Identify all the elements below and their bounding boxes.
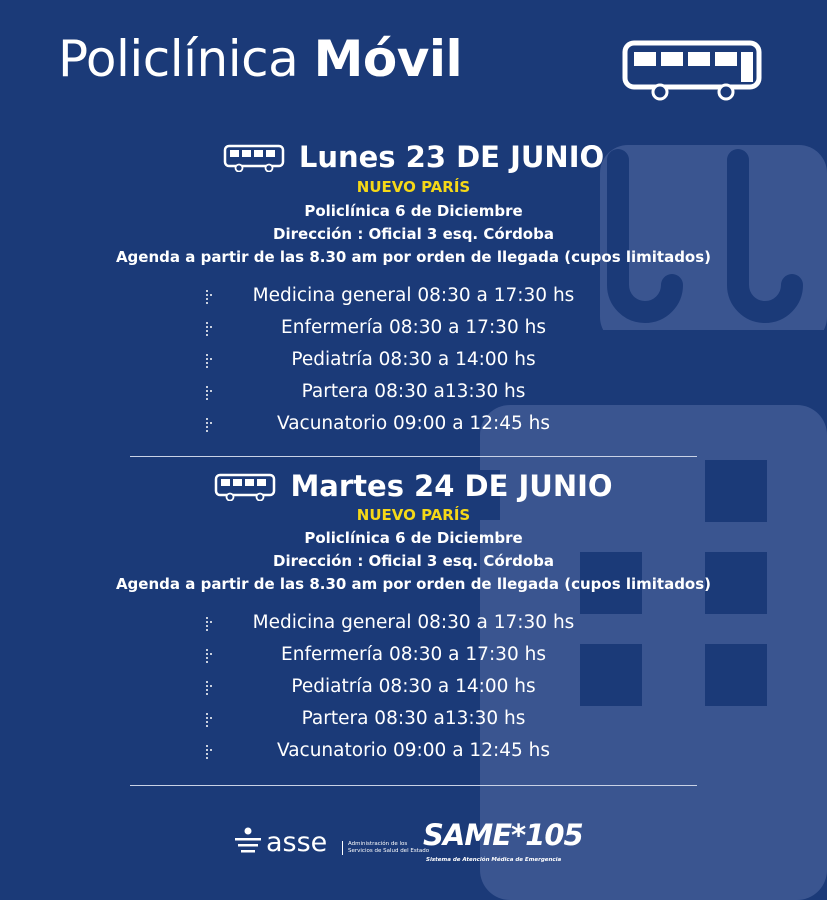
neighborhood-label: NUEVO PARÍS [356, 506, 471, 524]
bullet-dots-icon [205, 616, 213, 632]
agenda-label: Agenda a partir de las 8.30 am por orden de llegada (cupos limitados) [115, 575, 712, 593]
service-item: Vacunatorio 09:00 a 12:45 hs [276, 740, 550, 761]
service-item: Pediatría 08:30 a 14:00 hs [291, 676, 536, 697]
bus-icon [622, 40, 766, 102]
service-item: Partera 08:30 a13:30 hs [301, 708, 526, 729]
venue-label: Policlínica 6 de Diciembre [304, 529, 523, 547]
address-label: Dirección : Oficial 3 esq. Córdoba [273, 225, 554, 243]
title-bold: Móvil [313, 30, 463, 88]
title-light: Policlínica [58, 30, 299, 88]
bullet-dots-icon [205, 744, 213, 760]
bullet-dots-icon [205, 385, 213, 401]
asse-subtitle-line: Administración de los [348, 841, 408, 847]
bullet-dots-icon [205, 417, 213, 433]
section-divider [130, 456, 697, 457]
asse-subtitle [342, 841, 429, 855]
asse-subtitle-line: Servicios de Salud del Estado [348, 848, 430, 854]
neighborhood-label: NUEVO PARÍS [356, 178, 471, 196]
bullet-dots-icon [205, 648, 213, 664]
asse-logo [233, 826, 263, 860]
bullet-dots-icon [205, 353, 213, 369]
service-item: Enfermería 08:30 a 17:30 hs [281, 644, 546, 665]
service-item: Medicina general 08:30 a 17:30 hs [252, 285, 575, 306]
service-item: Medicina general 08:30 a 17:30 hs [252, 612, 575, 633]
bullet-dots-icon [205, 321, 213, 337]
same-logo: SAME*105 [423, 818, 583, 852]
same-subtitle: Sistema de Atención Médica de Emergencia [426, 857, 562, 863]
agenda-label: Agenda a partir de las 8.30 am por orden de llegada (cupos limitados) [115, 248, 712, 266]
bullet-dots-icon [205, 289, 213, 305]
service-item: Vacunatorio 09:00 a 12:45 hs [276, 413, 550, 434]
bullet-dots-icon [205, 680, 213, 696]
bullet-dots-icon [205, 712, 213, 728]
section-divider [130, 785, 697, 786]
bus-icon [223, 144, 285, 172]
venue-label: Policlínica 6 de Diciembre [304, 202, 523, 220]
bus-icon [214, 473, 276, 501]
address-label: Dirección : Oficial 3 esq. Córdoba [273, 552, 554, 570]
service-item: Partera 08:30 a13:30 hs [301, 381, 526, 402]
asse-name: asse [266, 827, 328, 858]
day-heading [0, 140, 827, 174]
page-title [58, 30, 462, 88]
day-heading-text: Lunes 23 DE JUNIO [298, 140, 605, 174]
day-heading-text: Martes 24 DE JUNIO [290, 469, 613, 503]
service-item: Enfermería 08:30 a 17:30 hs [281, 317, 546, 338]
day-heading [0, 469, 827, 503]
service-item: Pediatría 08:30 a 14:00 hs [291, 349, 536, 370]
